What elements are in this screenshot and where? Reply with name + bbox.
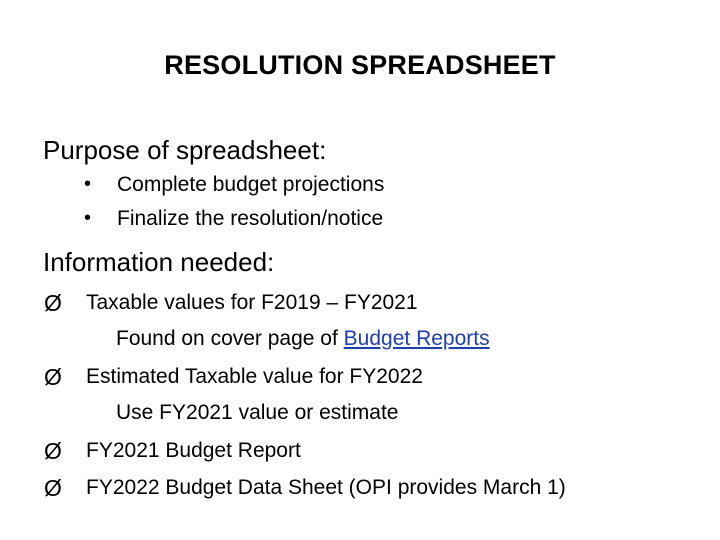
info-item-sublabel (116, 327, 490, 351)
bullet-icon: • (84, 207, 92, 229)
arrow-bullet-icon: Ø (44, 438, 62, 464)
info-item-label: FY2021 Budget Report (86, 439, 301, 462)
slide-title: RESOLUTION SPREADSHEET (164, 50, 556, 80)
arrow-bullet-icon: Ø (44, 290, 62, 316)
purpose-item-label: Finalize the resolution/notice (117, 207, 384, 230)
info-item-label: FY2022 Budget Data Sheet (OPI provides March 1) (86, 476, 566, 499)
info-item-label: Estimated Taxable value for FY2022 (86, 365, 423, 388)
arrow-bullet-icon: Ø (44, 364, 62, 390)
bullet-icon: • (84, 173, 92, 195)
info-item-label: Taxable values for F2019 – FY2021 (86, 291, 418, 314)
information-heading: Information needed: (43, 247, 275, 277)
info-item-sublabel-prefix: Found on cover page of (116, 327, 344, 350)
purpose-item-label: Complete budget projections (117, 173, 385, 196)
info-item-sublabel: Use FY2021 value or estimate (116, 401, 399, 424)
arrow-bullet-icon: Ø (44, 475, 62, 501)
budget-reports-link[interactable]: Budget Reports (343, 327, 490, 350)
purpose-heading: Purpose of spreadsheet: (43, 135, 327, 165)
